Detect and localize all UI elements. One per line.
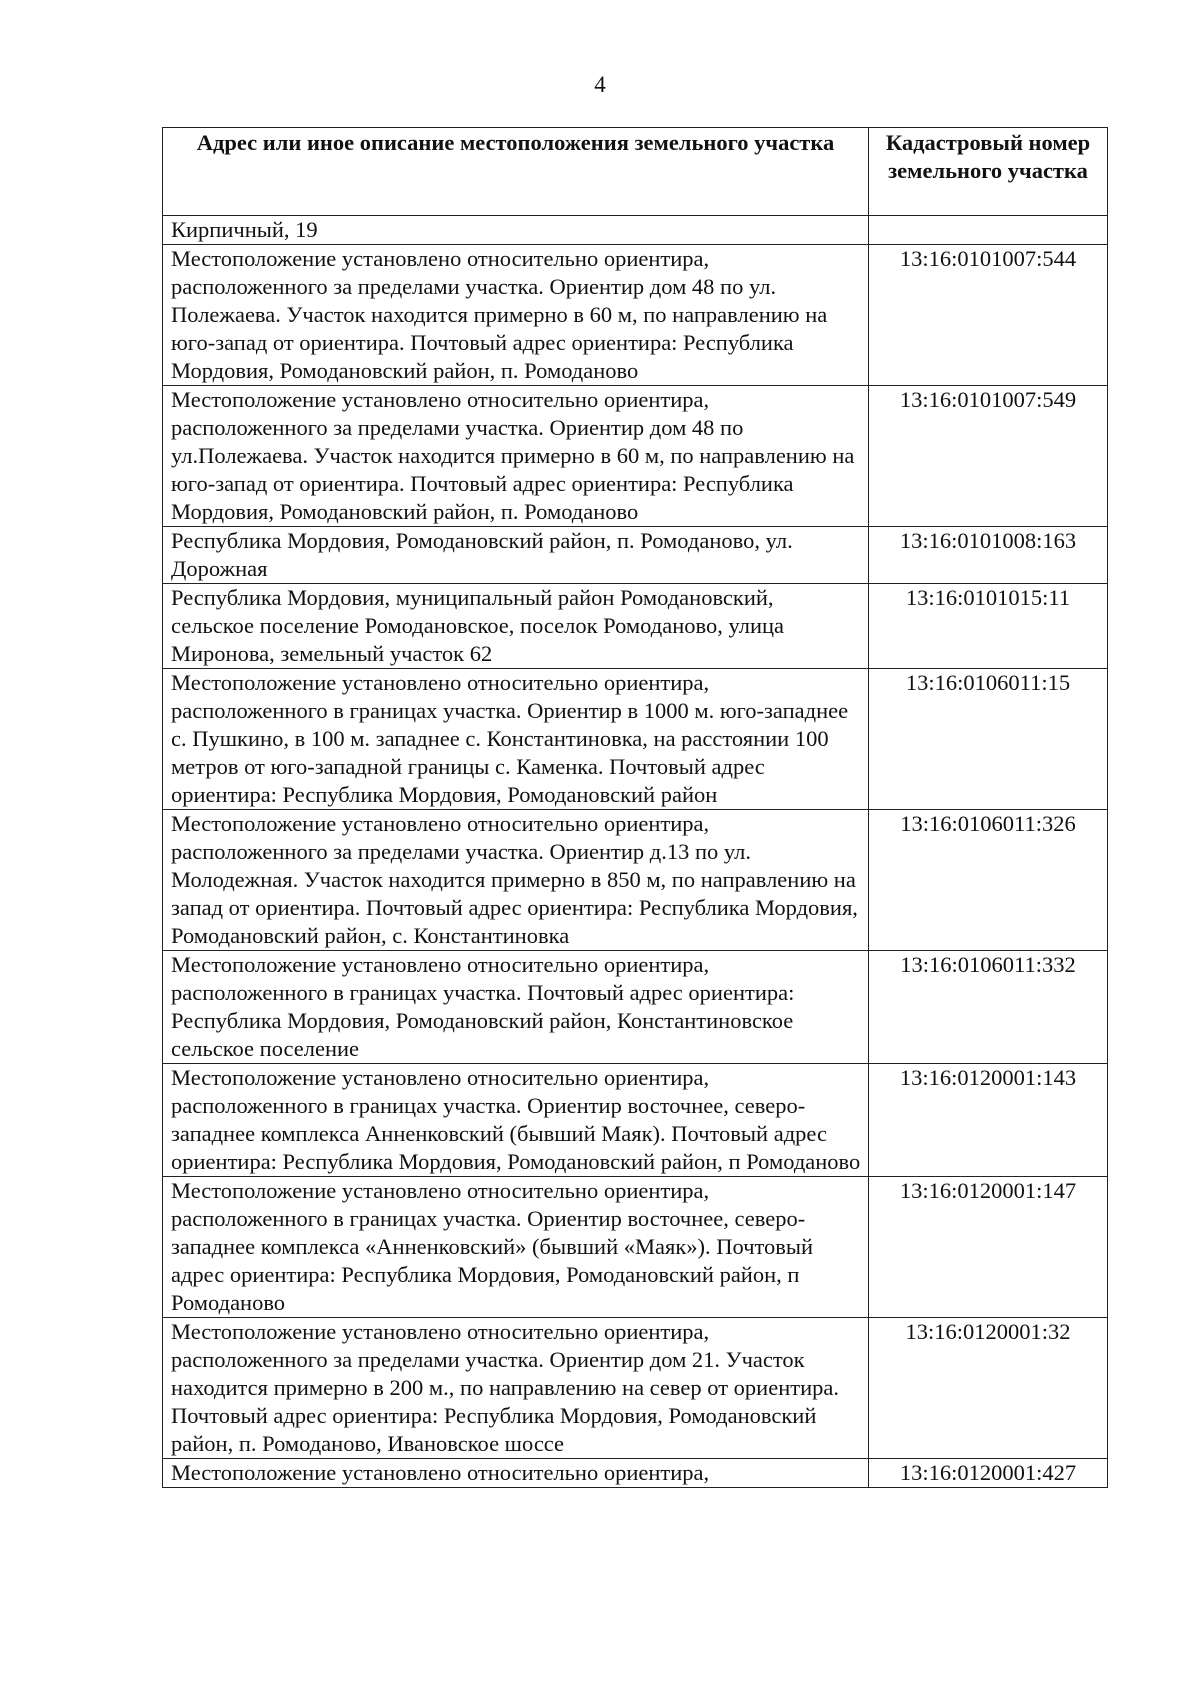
table-row bbox=[163, 669, 1108, 810]
address-cell: Местоположение установлено относительно ориентира, расположенного в границах участка. Ориентир восточнее, северо-западнее комплекса Анненковский (бывший Маяк). Почтовый адрес ориентира: Республика Мордовия, Ромодановский район, п Ромоданово bbox=[163, 1064, 869, 1177]
table-row bbox=[163, 951, 1108, 1064]
table-body bbox=[163, 216, 1108, 1488]
address-cell: Местоположение установлено относительно ориентира, bbox=[163, 1459, 869, 1488]
cadastral-number-cell: 13:16:0101008:163 bbox=[869, 527, 1108, 584]
table-header bbox=[163, 128, 1108, 216]
cadastral-number-cell: 13:16:0120001:32 bbox=[869, 1318, 1108, 1459]
address-cell: Местоположение установлено относительно ориентира, расположенного за пределами участка. Ориентир дом 48 по ул.Полежаева. Участок находится примерно в 60 м, по направлению на юго-запад от ориентира. Почтовый адрес ориентира: Республика Мордовия, Ромодановский район, п. Ромоданово bbox=[163, 386, 869, 527]
cadastral-number-cell: 13:16:0120001:427 bbox=[869, 1459, 1108, 1488]
cadastral-number-cell: 13:16:0101007:544 bbox=[869, 245, 1108, 386]
address-cell: Республика Мордовия, Ромодановский район, п. Ромоданово, ул. Дорожная bbox=[163, 527, 869, 584]
cadastral-number-cell bbox=[869, 216, 1108, 245]
cadastral-number-cell: 13:16:0106011:15 bbox=[869, 669, 1108, 810]
address-cell: Местоположение установлено относительно ориентира, расположенного за пределами участка. Ориентир дом 48 по ул. Полежаева. Участок находится примерно в 60 м, по направлению на юго-запад от ориентира. Почтовый адрес ориентира: Республика Мордовия, Ромодановский район, п. Ромоданово bbox=[163, 245, 869, 386]
cadastral-column-header: Кадастровый номер земельного участка bbox=[869, 128, 1108, 216]
page-number: 4 bbox=[594, 72, 606, 97]
table-row bbox=[163, 1318, 1108, 1459]
cadastral-number-cell: 13:16:0120001:143 bbox=[869, 1064, 1108, 1177]
table-row bbox=[163, 386, 1108, 527]
address-cell: Местоположение установлено относительно ориентира, расположенного в границах участка. Почтовый адрес ориентира: Республика Мордовия, Ромодановский район, Константиновское сельское поселение bbox=[163, 951, 869, 1064]
cadastral-number-cell: 13:16:0120001:147 bbox=[869, 1177, 1108, 1318]
table-row bbox=[163, 527, 1108, 584]
address-cell: Республика Мордовия, муниципальный район Ромодановский, сельское поселение Ромодановское, поселок Ромоданово, улица Миронова, земельный участок 62 bbox=[163, 584, 869, 669]
cadastral-number-cell: 13:16:0101007:549 bbox=[869, 386, 1108, 527]
address-cell: Местоположение установлено относительно ориентира, расположенного в границах участка. Ориентир восточнее, северо-западнее комплекса «Анненковский» (бывший «Маяк»). Почтовый адрес ориентира: Республика Мордовия, Ромодановский район, п Ромоданово bbox=[163, 1177, 869, 1318]
cadastral-number-cell: 13:16:0106011:332 bbox=[869, 951, 1108, 1064]
table-row bbox=[163, 1459, 1108, 1488]
table-row bbox=[163, 245, 1108, 386]
address-cell: Местоположение установлено относительно ориентира, расположенного за пределами участка. Ориентир д.13 по ул. Молодежная. Участок находится примерно в 850 м, по направлению на запад от ориентира. Почтовый адрес ориентира: Республика Мордовия, Ромодановский район, с. Константиновка bbox=[163, 810, 869, 951]
table-row bbox=[163, 810, 1108, 951]
address-column-header: Адрес или иное описание местоположения земельного участка bbox=[163, 128, 869, 216]
table-row bbox=[163, 1064, 1108, 1177]
land-plots-table bbox=[162, 127, 1108, 1488]
cadastral-number-cell: 13:16:0106011:326 bbox=[869, 810, 1108, 951]
table-row bbox=[163, 1177, 1108, 1318]
address-cell: Кирпичный, 19 bbox=[163, 216, 869, 245]
address-cell: Местоположение установлено относительно ориентира, расположенного в границах участка. Ориентир в 1000 м. юго-западнее с. Пушкино, в 100 м. западнее с. Константиновка, на расстоянии 100 метров от юго-западной границы с. Каменка. Почтовый адрес ориентира: Республика Мордовия, Ромодановский район bbox=[163, 669, 869, 810]
cadastral-number-cell: 13:16:0101015:11 bbox=[869, 584, 1108, 669]
table-row bbox=[163, 584, 1108, 669]
address-cell: Местоположение установлено относительно ориентира, расположенного за пределами участка. Ориентир дом 21. Участок находится примерно в 200 м., по направлению на север от ориентира. Почтовый адрес ориентира: Республика Мордовия, Ромодановский район, п. Ромоданово, Ивановское шоссе bbox=[163, 1318, 869, 1459]
table-row bbox=[163, 216, 1108, 245]
